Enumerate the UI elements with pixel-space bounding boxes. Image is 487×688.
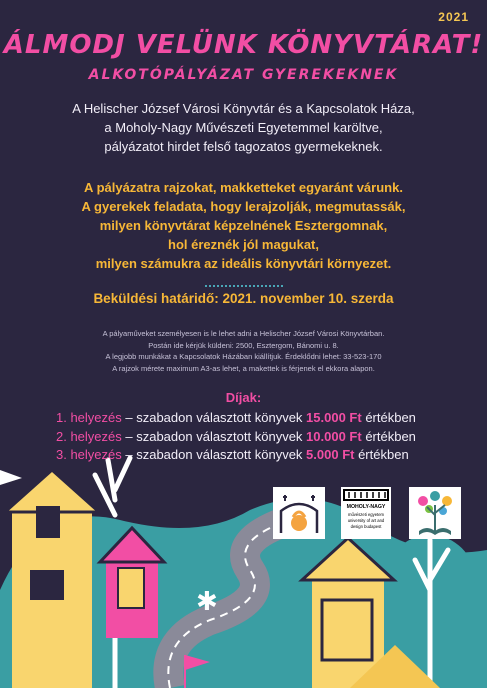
window	[36, 506, 60, 538]
call-line: A pályázatra rajzokat, makketteket egyaránt várunk.	[84, 180, 403, 195]
window	[118, 568, 144, 608]
poster-title: ÁLMODJ VELÜNK KÖNYVTÁRAT!	[3, 30, 484, 60]
tree-book-icon	[409, 487, 461, 539]
moholy-nagy-logo	[341, 487, 391, 539]
padlock-church-icon	[273, 487, 325, 539]
prize-text: – szabadon választott könyvek	[121, 429, 307, 444]
library-logo	[273, 487, 325, 539]
house-roof-left	[5, 470, 99, 512]
intro-line: pályázatot hirdet felső tagozatos gyermekeknek.	[104, 139, 383, 154]
deadline: Beküldési határidő: 2021. november 10. szerda	[93, 291, 394, 306]
prize-place: 2. helyezés	[56, 429, 122, 444]
kapcsolatok-haza-logo	[409, 487, 461, 539]
prize-text: – szabadon választott könyvek	[121, 447, 307, 462]
intro-line: A Helischer József Városi Könyvtár és a Kapcsolatok Háza,	[72, 101, 415, 116]
moholy-line: művészeti egyetem	[347, 512, 385, 517]
details-line: A rajzok mérete maximum A3-as lehet, a makettek is férjenek el ekkora alapon.	[112, 363, 375, 373]
details-line: A pályaműveket személyesen is le lehet adni a Helischer József Városi Könyvtárban.	[102, 329, 385, 338]
prize-suffix: értékben	[361, 429, 416, 444]
moholy-line: MOHOLY-NAGY	[346, 504, 386, 510]
flower-icon: ✱	[196, 587, 218, 617]
prize-amount: 15.000 Ft	[306, 410, 362, 425]
prizes-title: Díjak:	[225, 390, 262, 405]
call-text	[0, 178, 487, 273]
intro-line: a Moholy-Nagy Művészeti Egyetemmel karöltve,	[104, 120, 383, 135]
prize-amount: 10.000 Ft	[306, 429, 362, 444]
dotted-divider	[205, 285, 283, 287]
prize-text: – szabadon választott könyvek	[121, 410, 307, 425]
prize-suffix: értékben	[361, 410, 416, 425]
prize-place: 1. helyezés	[56, 410, 122, 425]
poster-subtitle: ALKOTÓPÁLYÁZAT GYEREKEKNEK	[88, 67, 399, 83]
prize-row	[56, 427, 416, 447]
call-line: milyen számukra az ideális könyvtári környezet.	[95, 256, 392, 271]
town-illustration	[0, 440, 487, 688]
flag-left	[0, 470, 22, 485]
mome-logo-icon	[341, 487, 391, 539]
prize-place: 3. helyezés	[56, 447, 122, 462]
call-line: A gyerekek feladata, hogy lerajzolják, megmutassák,	[81, 199, 406, 214]
prize-suffix: értékben	[354, 447, 409, 462]
prize-row	[56, 445, 409, 465]
call-line: hol éreznék jól magukat,	[168, 237, 319, 252]
prize-row	[56, 408, 416, 428]
details-line: A legjobb munkákat a Kapcsolatok Házában kiállítjuk. Érdeklődni lehet: 33-523-170	[105, 352, 382, 361]
moholy-line: university of art and	[347, 518, 385, 523]
window	[30, 570, 64, 600]
call-line: milyen könyvtárat képzelnének Esztergomnak,	[99, 218, 388, 233]
moholy-line: design budapest	[350, 524, 382, 529]
intro-text	[0, 99, 487, 156]
year: 2021	[438, 10, 469, 24]
details-text	[0, 328, 487, 374]
details-line: Postán ide kérjük küldeni: 2500, Esztergom, Bánomi u. 8.	[148, 340, 339, 350]
prize-amount: 5.000 Ft	[306, 447, 355, 462]
